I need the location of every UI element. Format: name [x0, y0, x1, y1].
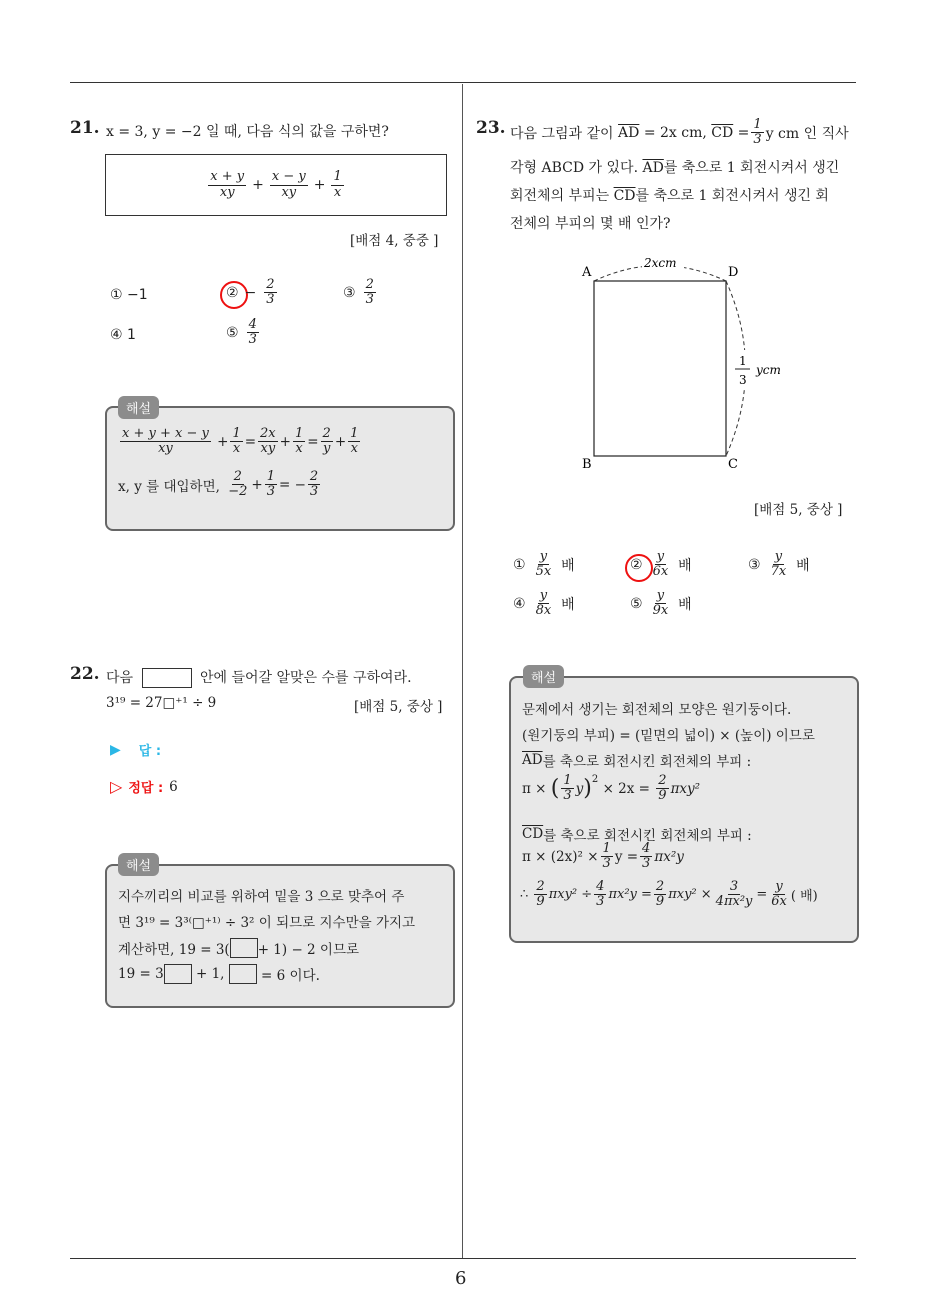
q21-stem: x = 3, y = −2 일 때, 다음 식의 값을 구하면? [106, 124, 389, 140]
q22-stem: 다음 안에 들어갈 알맞은 수를 구하여라. [106, 670, 412, 686]
correct-label: 정답 : [128, 781, 164, 796]
q22-solution-line-2: 면 3¹⁹ = 3³⁽□⁺¹⁾ ÷ 3² 이 되므로 지수만을 가지고 [118, 915, 416, 931]
q22-points: [배점 5, 중상 ] [354, 699, 443, 715]
q22-solution-line-3: 계산하면, 19 = 3( + 1) − 2 이므로 [118, 938, 359, 958]
vertex-b: B [582, 457, 592, 472]
q23-points: [배점 5, 중상 ] [754, 502, 843, 518]
fraction: $\frac{1}{3}$ [266, 469, 275, 500]
q23-option-5[interactable]: ⑤ $\frac{y}{9x}$ 배 [630, 588, 692, 619]
fraction: $\frac{2x}{xy}$ [260, 426, 276, 457]
play-outline-icon: ▷ [110, 777, 123, 796]
q23-solution-line-6: π × (2x)² × $\frac{1}{3}$ y = $\frac{4}{3}$ πx²y [522, 841, 684, 872]
play-icon: ▶ [110, 741, 121, 758]
fraction: $\frac{2}{9}$ [536, 879, 545, 910]
fraction: $\frac{y}{6x}$ [652, 549, 669, 580]
fraction: $\frac{2}{3}$ [309, 469, 319, 500]
fraction: $\frac{4}{3}$ [596, 879, 605, 910]
fraction: $\frac{x + y + x - y}{xy}$ [122, 426, 209, 457]
top-rule [70, 82, 856, 83]
q23-option-2[interactable]: ② $\frac{y}{6x}$ 배 [630, 549, 692, 580]
q23-line-3: 회전체의 부피는 $\overline{CD}$를 축으로 1 회전시켜서 생긴 회 [510, 188, 829, 204]
bottom-rule [70, 1258, 856, 1259]
fraction: $\frac{2}{-2}$ [228, 469, 248, 500]
fraction: $\frac{2}{9}$ [655, 879, 665, 910]
q23-option-4[interactable]: ④ $\frac{y}{8x}$ 배 [513, 588, 575, 619]
solution-tag: 해설 [118, 396, 159, 419]
fraction: $\frac{2}{3}$ [266, 277, 275, 308]
fraction: $\frac{y}{8x}$ [535, 588, 552, 619]
fraction: $\frac{2}{3}$ [365, 277, 374, 308]
top-length-label: 2xcm [644, 256, 677, 270]
side-numerator: 1 [739, 354, 747, 368]
rectangle-figure [570, 250, 800, 480]
q21-option-4[interactable]: ④ 1 [110, 327, 136, 343]
side-denominator: 3 [739, 373, 747, 387]
correct-value: 6 [169, 778, 178, 795]
answer-row[interactable] [110, 740, 161, 759]
answer-label: 답 : [138, 744, 162, 759]
q21-expression-box: $\frac{x + y}{xy}$ + $\frac{x - y}{xy}$ + $\frac{1}{x}$ [105, 154, 447, 216]
blank-box [230, 938, 258, 958]
q23-solution-line-5: $\overline{CD}$ 를 축으로 회전시킨 회전체의 부피 : [522, 826, 752, 844]
blank-box [164, 964, 192, 984]
fraction: $\frac{y}{6x}$ [771, 879, 787, 910]
q23-solution-line-2: (원기둥의 부피) = (밑면의 넓이) × (높이) 이므로 [522, 728, 815, 744]
answer-blank [142, 668, 192, 688]
q21-option-5[interactable]: ⑤ $\frac{4}{3}$ [226, 317, 257, 348]
correct-answer-row [110, 777, 178, 796]
fraction: $\frac{1}{3}$ [563, 773, 572, 804]
fraction: $\frac{1}{3}$ [602, 841, 611, 872]
q23-solution-line-7: ∴ $\frac{2}{9}$ πxy² ÷ $\frac{4}{3}$ πx²y = $\frac{2}{9}$ πxy² × $\frac{3}{\text{4πx²y}}$ = $\frac{y}{6x}$ ( 배) [520, 879, 818, 910]
solution-tag: 해설 [523, 665, 564, 688]
fraction: $\frac{x - y}{xy}$ [271, 169, 306, 200]
fraction: $\frac{1}{x}$ [232, 426, 241, 457]
q23-number: 23. [476, 118, 506, 138]
fraction: $\frac{1}{x}$ [333, 169, 342, 200]
q23-solution-line-4: π × ( $\frac{1}{3}$ y ) $^2$ × 2x = $\frac{2}{9}$ πxy² [522, 773, 701, 804]
vertex-a: A [582, 265, 592, 280]
page-number: 6 [455, 1268, 467, 1289]
fraction: $\frac{3}{\text{4πx²y}}$ [715, 879, 753, 910]
fraction: $\frac{1}{3}$ [753, 117, 762, 148]
q22-number: 22. [70, 664, 100, 684]
q21-solution-line-1: $\frac{x + y + x - y}{xy}$ + $\frac{1}{x}$ = $\frac{2x}{xy}$ + $\frac{1}{x}$ = $\frac{2}{y}$ + $\frac{1}{x}$ [122, 426, 359, 457]
q22-equation: 3¹⁹ = 27□⁺¹ ÷ 9 [106, 695, 217, 711]
fraction: $\frac{4}{3}$ [248, 317, 257, 348]
q21-solution-line-2: x, y 를 대입하면, $\frac{2}{-2}$ + $\frac{1}{3}$ = − $\frac{2}{3}$ [118, 469, 319, 500]
q23-line-4: 전체의 부피의 몇 배 인가? [510, 216, 671, 232]
q23-option-3[interactable]: ③ $\frac{y}{7x}$ 배 [748, 549, 810, 580]
q23-line-2: 각형 ABCD 가 있다. $\overline{AD}$를 축으로 1 회전시켜서 생긴 [510, 160, 840, 176]
fraction: $\frac{y}{9x}$ [652, 588, 669, 619]
fraction: $\frac{4}{3}$ [642, 841, 651, 872]
q22-solution-line-1: 지수끼리의 비교를 위하여 밑을 3 으로 맞추어 주 [118, 889, 405, 905]
solution-tag: 해설 [118, 853, 159, 876]
q23-line-1: 다음 그림과 같이 $\overline{AD}$ = 2x cm, $\overline{CD}$ = $\frac{1}{3}$ y cm 인 직사 [510, 117, 849, 148]
vertex-c: C [728, 457, 738, 472]
fraction: $\frac{2}{y}$ [322, 426, 331, 457]
q21-option-3[interactable]: ③ $\frac{2}{3}$ [343, 277, 374, 308]
q23-solution-line-3: $\overline{AD}$ 를 축으로 회전시킨 회전체의 부피 : [522, 752, 752, 770]
fraction: $\frac{x + y}{xy}$ [210, 169, 245, 200]
q21-points: [배점 4, 중중 ] [350, 233, 439, 249]
q21-solution-box [105, 406, 455, 531]
q21-option-2[interactable]: ② − $\frac{2}{3}$ [226, 277, 275, 308]
q23-option-1[interactable]: ① $\frac{y}{5x}$ 배 [513, 549, 575, 580]
fraction: $\frac{y}{5x}$ [535, 549, 552, 580]
q21-number: 21. [70, 118, 100, 138]
vertex-d: D [728, 265, 739, 280]
rectangle-abcd [594, 281, 726, 456]
fraction: $\frac{1}{x}$ [294, 426, 304, 457]
column-divider [462, 84, 463, 1258]
fraction: $\frac{2}{9}$ [658, 773, 667, 804]
q21-option-1[interactable]: ① −1 [110, 287, 148, 303]
q22-solution-line-4: 19 = 3 + 1, = 6 이다. [118, 966, 320, 984]
side-unit: ycm [756, 363, 781, 377]
blank-box [229, 964, 257, 984]
q23-solution-line-1: 문제에서 생기는 회전체의 모양은 원기둥이다. [522, 702, 792, 718]
fraction: $\frac{y}{7x}$ [770, 549, 787, 580]
fraction: $\frac{1}{x}$ [350, 426, 359, 457]
